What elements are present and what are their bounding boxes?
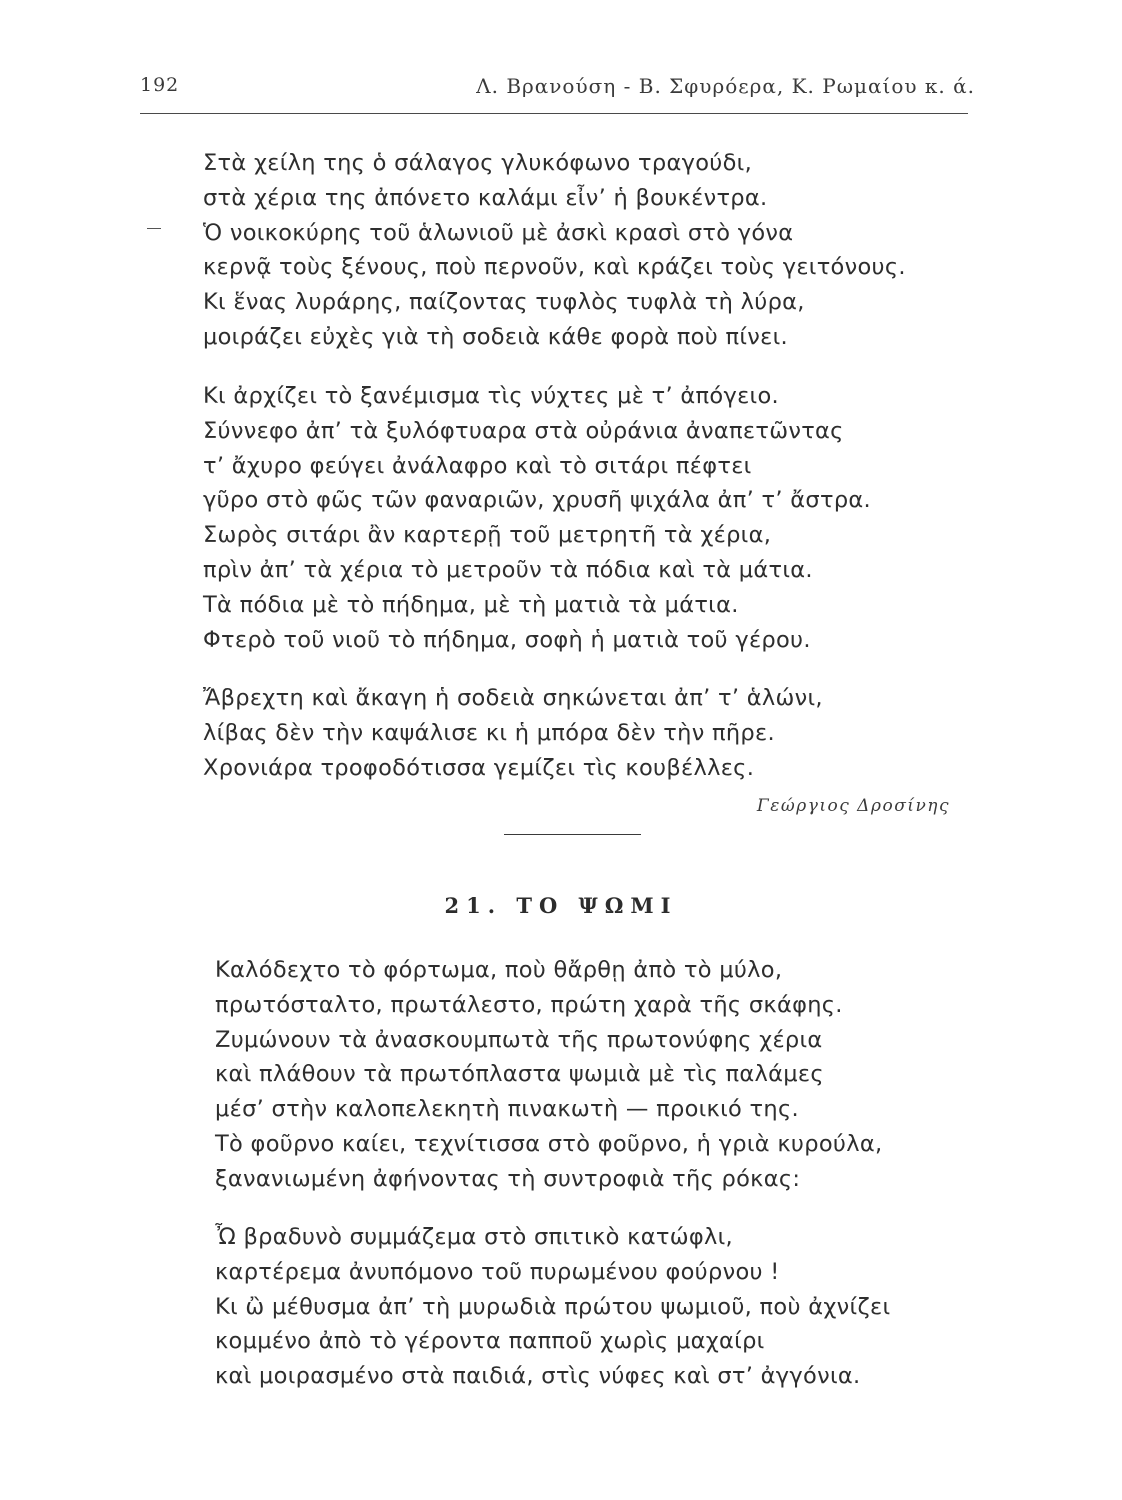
poem1-stanza-2 [203,379,871,657]
verse-line: καὶ μοιρασμένο στὰ παιδιά, στὶς νύφες καὶ στ’ ἀγγόνια. [215,1363,861,1390]
section-heading: 21. ΤΟ ΨΩΜΙ [444,893,678,918]
verse-line: Ὦ βραδυνὸ συμμάζεμα στὸ σπιτικὸ κατώφλι, [215,1224,733,1250]
poem1-stanza-3 [203,681,823,785]
verse-line: Χρονιάρα τροφοδότισσα γεμίζει τὶς κουβέλλες. [203,754,755,781]
verse-line: κερνᾷ τοὺς ξένους, ποὺ περνοῦν, καὶ κράζει τοὺς γειτόνους. [203,254,906,281]
running-title: Λ. Βρανούση - Β. Σφυρόερα, Κ. Ρωμαίου κ. ά. [476,74,975,98]
verse-line: καρτέρεμα ἀνυπόμονο τοῦ πυρωμένου φούρνου ! [215,1258,780,1285]
verse-line: κομμένο ἀπὸ τὸ γέροντα παπποῦ χωρὶς μαχαίρι [215,1328,765,1355]
verse-line: Κι ἕνας λυράρης, παίζοντας τυφλὸς τυφλὰ τὴ λύρα, [203,289,805,316]
poem2-stanza-2 [215,1220,890,1394]
verse-line: πρὶν ἀπ’ τὰ χέρια τὸ μετροῦν τὰ πόδια καὶ τὰ μάτια. [203,556,813,583]
verse-line: Καλόδεχτο τὸ φόρτωμα, ποὺ θἄρθῃ ἀπὸ τὸ μύλο, [215,957,783,983]
verse-line: καὶ πλάθουν τὰ πρωτόπλαστα ψωμιὰ μὲ τὶς παλάμες [215,1061,824,1088]
verse-line: μοιράζει εὐχὲς γιὰ τὴ σοδειὰ κάθε φορὰ ποὺ πίνει. [203,323,788,350]
verse-line: Φτερὸ τοῦ νιοῦ τὸ πήδημα, σοφὴ ἡ ματιὰ τοῦ γέρου. [203,626,811,653]
verse-line: Κι ἀρχίζει τὸ ξανέμισμα τὶς νύχτες μὲ τ’ ἀπόγειο. [203,383,779,409]
verse-line: τ’ ἄχυρο φεύγει ἀνάλαφρο καὶ τὸ σιτάρι πέφτει [203,452,752,479]
verse-line: μέσ’ στὴν καλοπελεκητὴ πινακωτὴ — προικιό της. [215,1096,799,1123]
verse-line: Ἄβρεχτη καὶ ἄκαγη ἡ σοδειὰ σηκώνεται ἀπ’ τ’ ἁλώνι, [203,685,823,711]
verse-line: πρωτόσταλτο, πρωτάλεστο, πρώτη χαρὰ τῆς σκάφης. [215,991,843,1018]
page-header [140,74,975,108]
verse-line: Σωρὸς σιτάρι ἂν καρτερῇ τοῦ μετρητῆ τὰ χέρια, [203,522,772,549]
verse-line: Τὰ πόδια μὲ τὸ πήδημα, μὲ τὴ ματιὰ τὰ μάτια. [203,591,739,618]
margin-mark [147,228,161,229]
verse-line: γῦρο στὸ φῶς τῶν φαναριῶν, χρυσῆ ψιχάλα ἀπ’ τ’ ἄστρα. [203,487,871,514]
section-divider [504,834,641,835]
header-rule [140,113,968,114]
author-signature: Γεώργιος Δροσίνης [756,796,950,816]
verse-line: ξανανιωμένη ἀφήνοντας τὴ συντροφιὰ τῆς ρόκας: [215,1165,801,1192]
verse-line: Τὸ φοῦρνο καίει, τεχνίτισσα στὸ φοῦρνο, ἡ γριὰ κυρούλα, [215,1130,883,1157]
verse-line: στὰ χέρια της ἀπόνετο καλάμι εἶν’ ἡ βουκέντρα. [203,184,768,211]
verse-line: Κι ὢ μέθυσμα ἀπ’ τὴ μυρωδιὰ πρώτου ψωμιοῦ, ποὺ ἀχνίζει [215,1293,891,1320]
page-number: 192 [140,74,180,96]
verse-line: Ζυμώνουν τὰ ἀνασκουμπωτὰ τῆς πρωτονύφης χέρια [215,1026,823,1053]
verse-line: λίβας δὲν τὴν καψάλισε κι ἡ μπόρα δὲν τὴν πῆρε. [203,719,775,746]
verse-line: Σύννεφο ἀπ’ τὰ ξυλόφτυαρα στὰ οὐράνια ἀναπετῶντας [203,417,844,444]
verse-line: Ὁ νοικοκύρης τοῦ ἁλωνιοῦ μὲ ἀσκὶ κρασὶ στὸ γόνα [203,219,794,246]
verse-line: Στὰ χείλη της ὁ σάλαγος γλυκόφωνο τραγούδι, [203,150,753,176]
poem1-stanza-1 [203,146,906,355]
poem2-stanza-1 [215,953,882,1197]
